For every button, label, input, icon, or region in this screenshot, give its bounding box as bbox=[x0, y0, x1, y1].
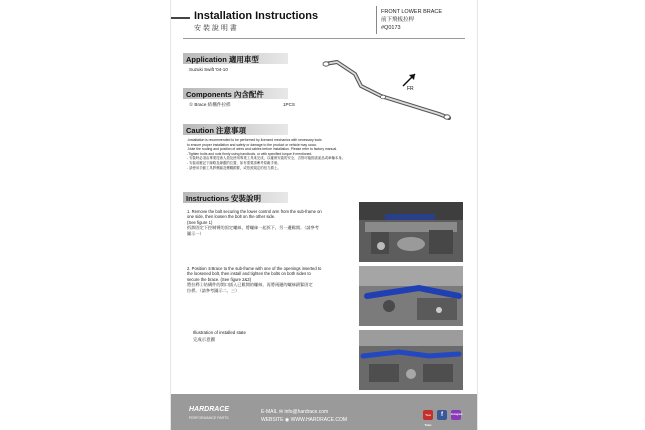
website-label: WEBSITE bbox=[261, 417, 284, 423]
product-name-cn: 前下飛板拉桿 bbox=[381, 17, 415, 23]
header-divider bbox=[376, 6, 377, 34]
caution-heading bbox=[183, 124, 288, 135]
illustration-caption-cn: 完成示意圖 bbox=[193, 337, 215, 342]
illustration-caption: Illustration of installed state bbox=[193, 330, 246, 335]
brand-logo: HARDRACE bbox=[189, 406, 230, 413]
globe-icon: ◉ bbox=[284, 417, 290, 423]
component-qty: 1PCS bbox=[283, 102, 296, 107]
email-icon: ✉ bbox=[278, 409, 284, 415]
figure-3-photo bbox=[359, 330, 463, 390]
step-line: the loosened bolt, then install and tighten the bolts on both sides to bbox=[187, 271, 311, 277]
caution-line: -Tighten bolts and nuts firmly using handtools, or with specified torque if mentioned. bbox=[187, 151, 313, 156]
caution-line: -Installation is recommended to be performed by licensed mechanics with necessary tools bbox=[187, 138, 322, 142]
step-line: secure the brace. (See figure 2&3) bbox=[187, 276, 252, 282]
application-heading bbox=[183, 53, 288, 64]
facebook-icon[interactable]: f bbox=[437, 410, 447, 420]
caution-list bbox=[187, 138, 345, 170]
email-label: E-MAIL bbox=[261, 409, 278, 415]
page-title-cn: 安 裝 說 明 書 bbox=[194, 25, 237, 32]
contact-info bbox=[261, 408, 347, 424]
instruction-sheet bbox=[170, 0, 478, 430]
instagram-icon[interactable]: Instagram bbox=[451, 410, 461, 420]
caution-line: to ensure proper installation and safety or damage to the product or vehicle may occur. bbox=[187, 142, 318, 147]
step-line: (See figure 1) bbox=[187, 219, 213, 225]
figure-2-photo bbox=[359, 266, 463, 326]
caution-line: - 安裝前應記下線路及線纜的位置，如有需要請參考原廠手冊。 bbox=[187, 160, 281, 165]
step-line: 圖示一） bbox=[187, 230, 204, 236]
direction-label: FR bbox=[407, 86, 414, 92]
header-accent-line bbox=[171, 17, 190, 19]
brace-diagram bbox=[321, 56, 461, 136]
email-link[interactable]: info@hardrace.com bbox=[284, 409, 329, 415]
step-2-text bbox=[187, 266, 321, 293]
step-line: 2. Position ①Brace to the sub-frame with one of the openings inserted to bbox=[187, 266, 322, 271]
step-line: 拆卸固定下控制臂的固定螺絲，將螺絲一起拆下，另一邊鬆開。（請參考 bbox=[187, 225, 319, 231]
caution-line: - 請使用手動工具將螺絲及螺帽鎖緊，或依照規定的扭力鎖上。 bbox=[187, 165, 281, 170]
website-row bbox=[261, 416, 347, 424]
product-info bbox=[381, 8, 442, 32]
page-title: Installation Instructions bbox=[194, 10, 319, 22]
application-vehicle: Suzuki Swift '04-10 bbox=[189, 67, 228, 72]
step-line: 1. Remove the bolt securing the lower control arm from the sub-frame on bbox=[187, 209, 322, 214]
component-item: ① Brace 結構件拉桿 bbox=[189, 102, 231, 107]
email-row bbox=[261, 408, 347, 416]
figure-1-photo bbox=[359, 202, 463, 262]
caution-heading-text: Caution 注意事項 bbox=[186, 126, 246, 135]
youtube-icon[interactable]: You Tube bbox=[423, 410, 433, 420]
product-name: FRONT LOWER BRACE bbox=[381, 9, 443, 15]
header-rule bbox=[183, 38, 465, 39]
step-1-text bbox=[187, 209, 322, 236]
footer bbox=[171, 394, 477, 430]
caution-line: - 安裝時必須由專業技術人員及使用專業工具來完成，以確保安裝的安全，否則可能損害產品或車輛本身。 bbox=[187, 156, 346, 161]
caution-line: -Note the routing and position of wires and cables before installation. Please refer to factory manual. bbox=[187, 147, 338, 152]
part-number: #Q0173 bbox=[381, 25, 401, 31]
instructions-heading-text: Instructions 安裝說明 bbox=[186, 194, 262, 203]
brand-slogan: PERFORMANCE PARTS bbox=[189, 416, 229, 420]
instructions-heading bbox=[183, 192, 288, 203]
step-line: one side, then loosen the bolt on the other side. bbox=[187, 214, 276, 220]
step-line: 拉桿。（請參考圖示二、三） bbox=[187, 287, 240, 293]
step-line: 將拉桿①結構件的開口插入已鬆開的螺絲，再將兩邊的螺絲鎖緊固定 bbox=[187, 282, 313, 288]
components-heading bbox=[183, 88, 288, 99]
components-heading-text: Components 內含配件 bbox=[186, 90, 264, 99]
website-link[interactable]: WWW.HARDRACE.COM bbox=[290, 417, 348, 423]
application-heading-text: Application 適用車型 bbox=[186, 55, 259, 64]
